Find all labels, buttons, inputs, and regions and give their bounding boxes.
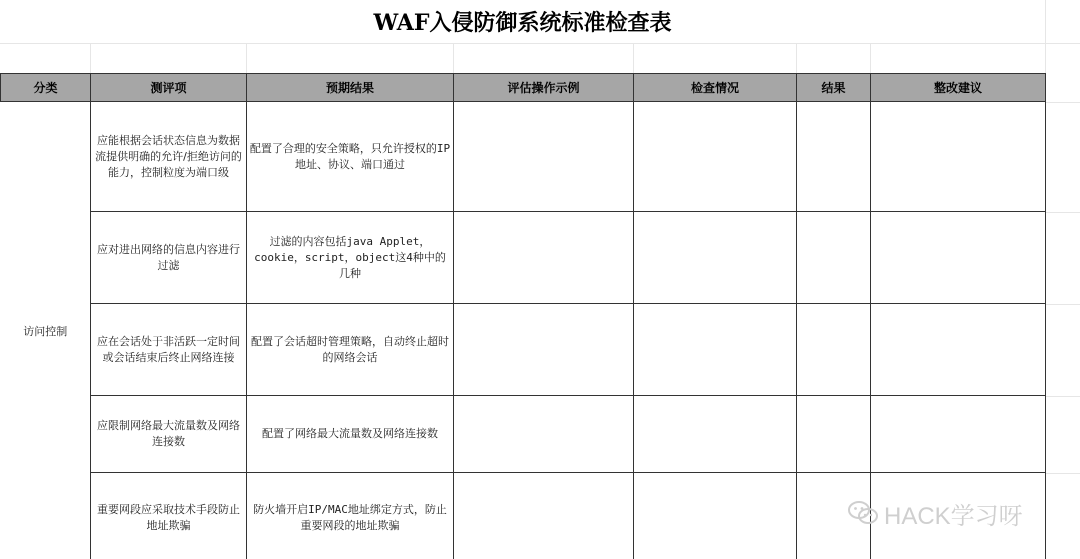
grid-line xyxy=(1045,304,1080,305)
expected-cell[interactable]: 配置了网络最大流量数及网络连接数 xyxy=(247,396,454,473)
item-cell[interactable]: 应对进出网络的信息内容进行过滤 xyxy=(91,212,247,304)
status-cell[interactable] xyxy=(634,212,797,304)
header-example[interactable]: 评估操作示例 xyxy=(454,74,634,102)
expected-cell[interactable]: 防火墙开启IP/MAC地址绑定方式，防止重要网段的地址欺骗 xyxy=(247,473,454,559)
example-cell[interactable] xyxy=(454,304,634,396)
watermark-text: HACK学习呀 xyxy=(884,502,1023,530)
advice-cell[interactable] xyxy=(871,212,1046,304)
table-row xyxy=(1,212,1046,304)
watermark xyxy=(848,498,1023,528)
grid-line xyxy=(246,43,247,73)
header-row xyxy=(1,74,1046,102)
grid-line xyxy=(870,43,871,73)
advice-cell[interactable] xyxy=(871,102,1046,212)
status-cell[interactable] xyxy=(634,396,797,473)
example-cell[interactable] xyxy=(454,102,634,212)
result-cell[interactable] xyxy=(797,396,871,473)
header-advice[interactable]: 整改建议 xyxy=(871,74,1046,102)
item-cell[interactable]: 应能根据会话状态信息为数据流提供明确的允许/拒绝访问的能力，控制粒度为端口级 xyxy=(91,102,247,212)
advice-cell[interactable] xyxy=(871,304,1046,396)
grid-line xyxy=(1045,102,1080,103)
table-row xyxy=(1,102,1046,212)
checklist-table xyxy=(0,73,1046,559)
example-cell[interactable] xyxy=(454,396,634,473)
grid-line xyxy=(1045,473,1080,474)
advice-cell[interactable] xyxy=(871,396,1046,473)
status-cell[interactable] xyxy=(634,102,797,212)
header-result[interactable]: 结果 xyxy=(797,74,871,102)
header-category[interactable]: 分类 xyxy=(1,74,91,102)
example-cell[interactable] xyxy=(454,473,634,559)
sheet-title: WAF入侵防御系统标准检查表 xyxy=(373,10,672,36)
header-status[interactable]: 检查情况 xyxy=(634,74,797,102)
header-item[interactable]: 测评项 xyxy=(91,74,247,102)
grid-line xyxy=(453,43,454,73)
table-row xyxy=(1,396,1046,473)
expected-cell[interactable]: 过滤的内容包括java Applet，cookie，script，object这4种中的几种 xyxy=(247,212,454,304)
result-cell[interactable] xyxy=(797,304,871,396)
status-cell[interactable] xyxy=(634,304,797,396)
grid-line xyxy=(90,43,91,73)
item-cell[interactable]: 应在会话处于非活跃一定时间或会话结束后终止网络连接 xyxy=(91,304,247,396)
header-expected[interactable]: 预期结果 xyxy=(247,74,454,102)
result-cell[interactable] xyxy=(797,102,871,212)
grid-line xyxy=(796,43,797,73)
table-row xyxy=(1,304,1046,396)
status-cell[interactable] xyxy=(634,473,797,559)
wechat-icon xyxy=(848,500,878,526)
expected-cell[interactable]: 配置了会话超时管理策略，自动终止超时的网络会话 xyxy=(247,304,454,396)
example-cell[interactable] xyxy=(454,212,634,304)
item-cell[interactable]: 应限制网络最大流量数及网络连接数 xyxy=(91,396,247,473)
grid-line xyxy=(0,43,1080,44)
expected-cell[interactable]: 配置了合理的安全策略，只允许授权的IP地址、协议、端口通过 xyxy=(247,102,454,212)
grid-line xyxy=(1045,396,1080,397)
result-cell[interactable] xyxy=(797,212,871,304)
item-cell[interactable]: 重要网段应采取技术手段防止地址欺骗 xyxy=(91,473,247,559)
grid-line xyxy=(633,43,634,73)
category-cell[interactable]: 访问控制 xyxy=(1,102,91,559)
grid-line xyxy=(1045,212,1080,213)
